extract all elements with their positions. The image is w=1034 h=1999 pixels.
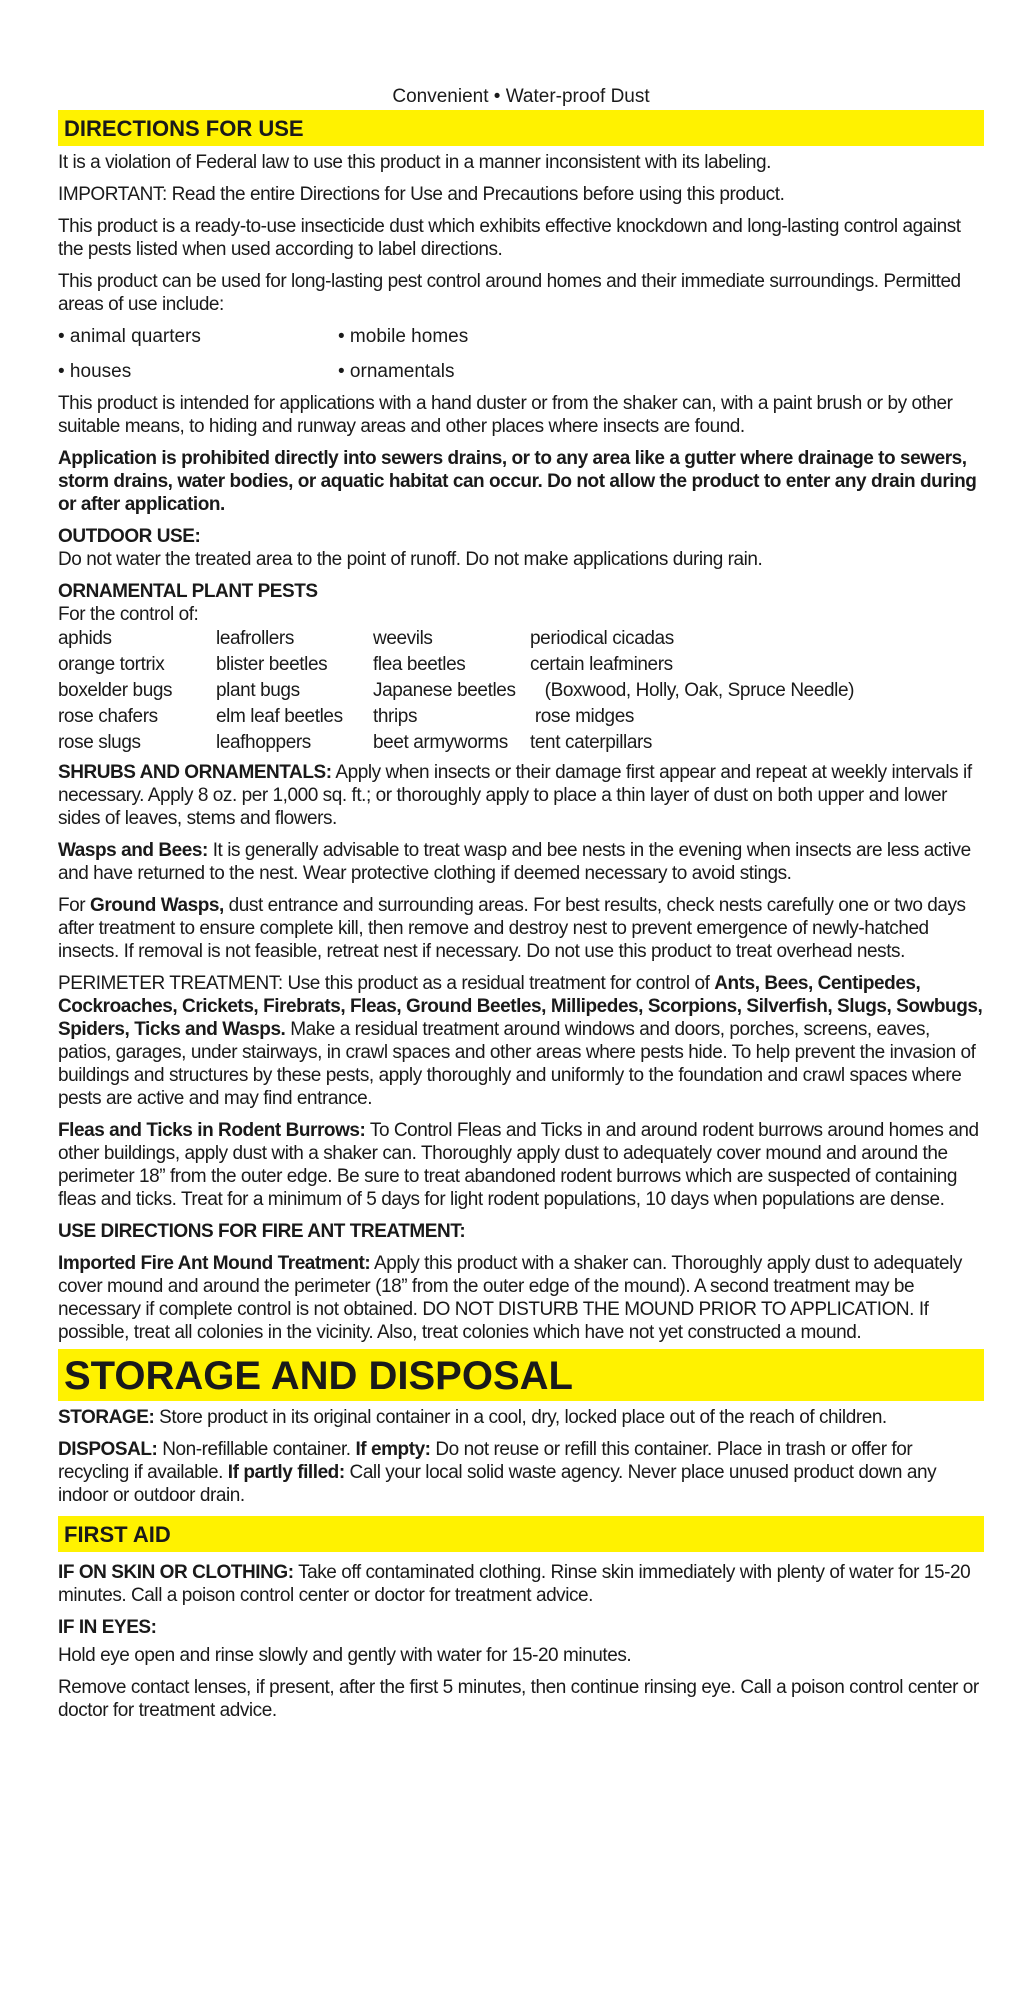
outdoor-use-text: Do not water the treated area to the point of runoff. Do not make applications during rain.: [58, 549, 763, 570]
pest-name: beet armyworms: [373, 732, 508, 753]
disposal-paragraph: DISPOSAL: Non-refillable container. If empty: Do not reuse or refill this container. Place in trash or offer for recycling if available. If partly filled: Call your local solid waste agency. Never place unused product down any indoor or outdoor drain.: [58, 1439, 937, 1506]
permitted-areas-list: [58, 325, 984, 383]
table-row: [58, 652, 854, 678]
outdoor-use-label: OUTDOOR USE:: [58, 526, 201, 547]
directions-heading: DIRECTIONS FOR USE: [58, 110, 984, 146]
pest-name: thrips: [373, 706, 418, 727]
skin-paragraph: IF ON SKIN OR CLOTHING: Take off contaminated clothing. Rinse skin immediately with plenty of water for 15-20 minutes. Call a poison control center or doctor for treatment advice.: [58, 1562, 971, 1606]
pest-table: [58, 626, 854, 756]
pest-name: Japanese beetles: [373, 680, 516, 701]
storage-heading: STORAGE AND DISPOSAL: [58, 1349, 984, 1401]
pest-name: plant bugs: [216, 680, 300, 701]
eyes-label: IF IN EYES:: [58, 1617, 157, 1638]
pest-name: boxelder bugs: [58, 680, 173, 701]
table-row: [58, 626, 854, 652]
product-description: This product is a ready-to-use insecticide dust which exhibits effective knockdown and long-lasting control against the pests listed when used according to label directions.: [58, 216, 961, 260]
pest-name: weevils: [373, 628, 433, 649]
pest-name: periodical cicadas: [530, 628, 674, 649]
fire-ant-paragraph: Imported Fire Ant Mound Treatment: Apply this product with a shaker can. Thoroughly apply dust to adequately cover mound and around the perimeter (18” from the outer edge of the mound). A second treatment may be necessary if complete control is not obtained. DO NOT DISTURB THE MOUND PRIOR TO APPLICATION. If possible, treat all colonies in the vicinity. Also, treat colonies which have not yet constructed a mound.: [58, 1253, 962, 1343]
list-item: • ornamentals: [338, 361, 455, 382]
fleas-ticks-paragraph: Fleas and Ticks in Rodent Burrows: To Control Fleas and Ticks in and around rodent burrows around homes and other buildings, apply dust with a shaker can. Thoroughly apply dust to adequately cover mound and around the perimeter 18” from the outer edge. Be sure to treat abandoned rodent burrows which are suspected of containing fleas and ticks. Treat for a minimum of 5 days for light rodent populations, 10 days when populations are dense.: [58, 1120, 979, 1210]
pest-name: rose slugs: [58, 732, 141, 753]
pest-name: orange tortrix: [58, 654, 165, 675]
fire-ant-heading: USE DIRECTIONS FOR FIRE ANT TREATMENT:: [58, 1221, 466, 1242]
pest-name: tent caterpillars: [530, 732, 653, 753]
table-row: [58, 730, 854, 756]
pest-name: leafhoppers: [216, 732, 311, 753]
list-item: • animal quarters: [58, 326, 201, 347]
contact-lens-text: Remove contact lenses, if present, after the first 5 minutes, then continue rinsing eye. Call a poison control center or doctor for treatment advice.: [58, 1677, 979, 1721]
wasps-paragraph: Wasps and Bees: It is generally advisable to treat wasp and bee nests in the evening when insects are less active and have returned to the nest. Wear protective clothing if deemed necessary to avoid stings.: [58, 840, 971, 884]
first-aid-heading: FIRST AID: [58, 1516, 984, 1552]
label-page: [58, 84, 984, 1722]
table-row: [58, 678, 854, 704]
pest-name: flea beetles: [373, 654, 466, 675]
tagline: Convenient • Water-proof Dust: [392, 86, 650, 107]
table-row: [58, 704, 854, 730]
pest-name: rose chafers: [58, 706, 158, 727]
permitted-areas-intro: This product can be used for long-lasting pest control around homes and their immediate surroundings. Permitted areas of use include:: [58, 271, 961, 315]
eyes-text: Hold eye open and rinse slowly and gently with water for 15-20 minutes.: [58, 1645, 632, 1666]
ornamental-pests-label: ORNAMENTAL PLANT PESTS: [58, 581, 318, 602]
pest-name: rose midges: [530, 706, 634, 727]
list-item: • mobile homes: [338, 326, 469, 347]
pest-name: (Boxwood, Holly, Oak, Spruce Needle): [530, 680, 855, 701]
list-item: • houses: [58, 361, 132, 382]
pest-name: aphids: [58, 628, 112, 649]
application-method: This product is intended for applications with a hand duster or from the shaker can, with a paint brush or by other suitable means, to hiding and runway areas and other places where insects are found.: [58, 393, 953, 437]
control-of-label: For the control of:: [58, 604, 199, 625]
federal-law-notice: It is a violation of Federal law to use this product in a manner inconsistent with its labeling.: [58, 152, 771, 173]
perimeter-paragraph: PERIMETER TREATMENT: Use this product as a residual treatment for control of Ants, Bees, Centipedes, Cockroaches, Crickets, Firebrats, Fleas, Ground Beetles, Millipedes, Scorpions, Silverfish, Slugs, Sowbugs, Spiders, Ticks and Wasps. Make a residual treatment around windows and doors, porches, screens, eaves, patios, garages, under stairways, in crawl spaces and other areas where pests hide. To help prevent the invasion of buildings and structures by these pests, apply thoroughly and uniformly to the foundation and crawl spaces where pests are active and may find entrance.: [58, 973, 983, 1109]
pest-name: leafrollers: [216, 628, 294, 649]
storage-paragraph: STORAGE: Store product in its original container in a cool, dry, locked place out of the reach of children.: [58, 1407, 887, 1428]
pest-name: blister beetles: [216, 654, 328, 675]
important-notice: IMPORTANT: Read the entire Directions for Use and Precautions before using this product.: [58, 184, 785, 205]
shrubs-paragraph: SHRUBS AND ORNAMENTALS: Apply when insects or their damage first appear and repeat at weekly intervals if necessary. Apply 8 oz. per 1,000 sq. ft.; or thoroughly apply to place a thin layer of dust on both upper and lower sides of leaves, stems and flowers.: [58, 762, 972, 829]
pest-name: certain leafminers: [530, 654, 673, 675]
prohibited-application: Application is prohibited directly into sewers drains, or to any area like a gutter where drainage to sewers, storm drains, water bodies, or aquatic habitat can occur. Do not allow the product to enter any drain during or after application.: [58, 448, 977, 515]
pest-name: elm leaf beetles: [216, 706, 343, 727]
ground-wasps-paragraph: For Ground Wasps, dust entrance and surrounding areas. For best results, check nests carefully one or two days after treatment to ensure complete kill, then remove and destroy nest to prevent emergence of newly-hatched insects. If removal is not feasible, retreat nest if necessary. Do not use this product to treat overhead nests.: [58, 895, 966, 962]
